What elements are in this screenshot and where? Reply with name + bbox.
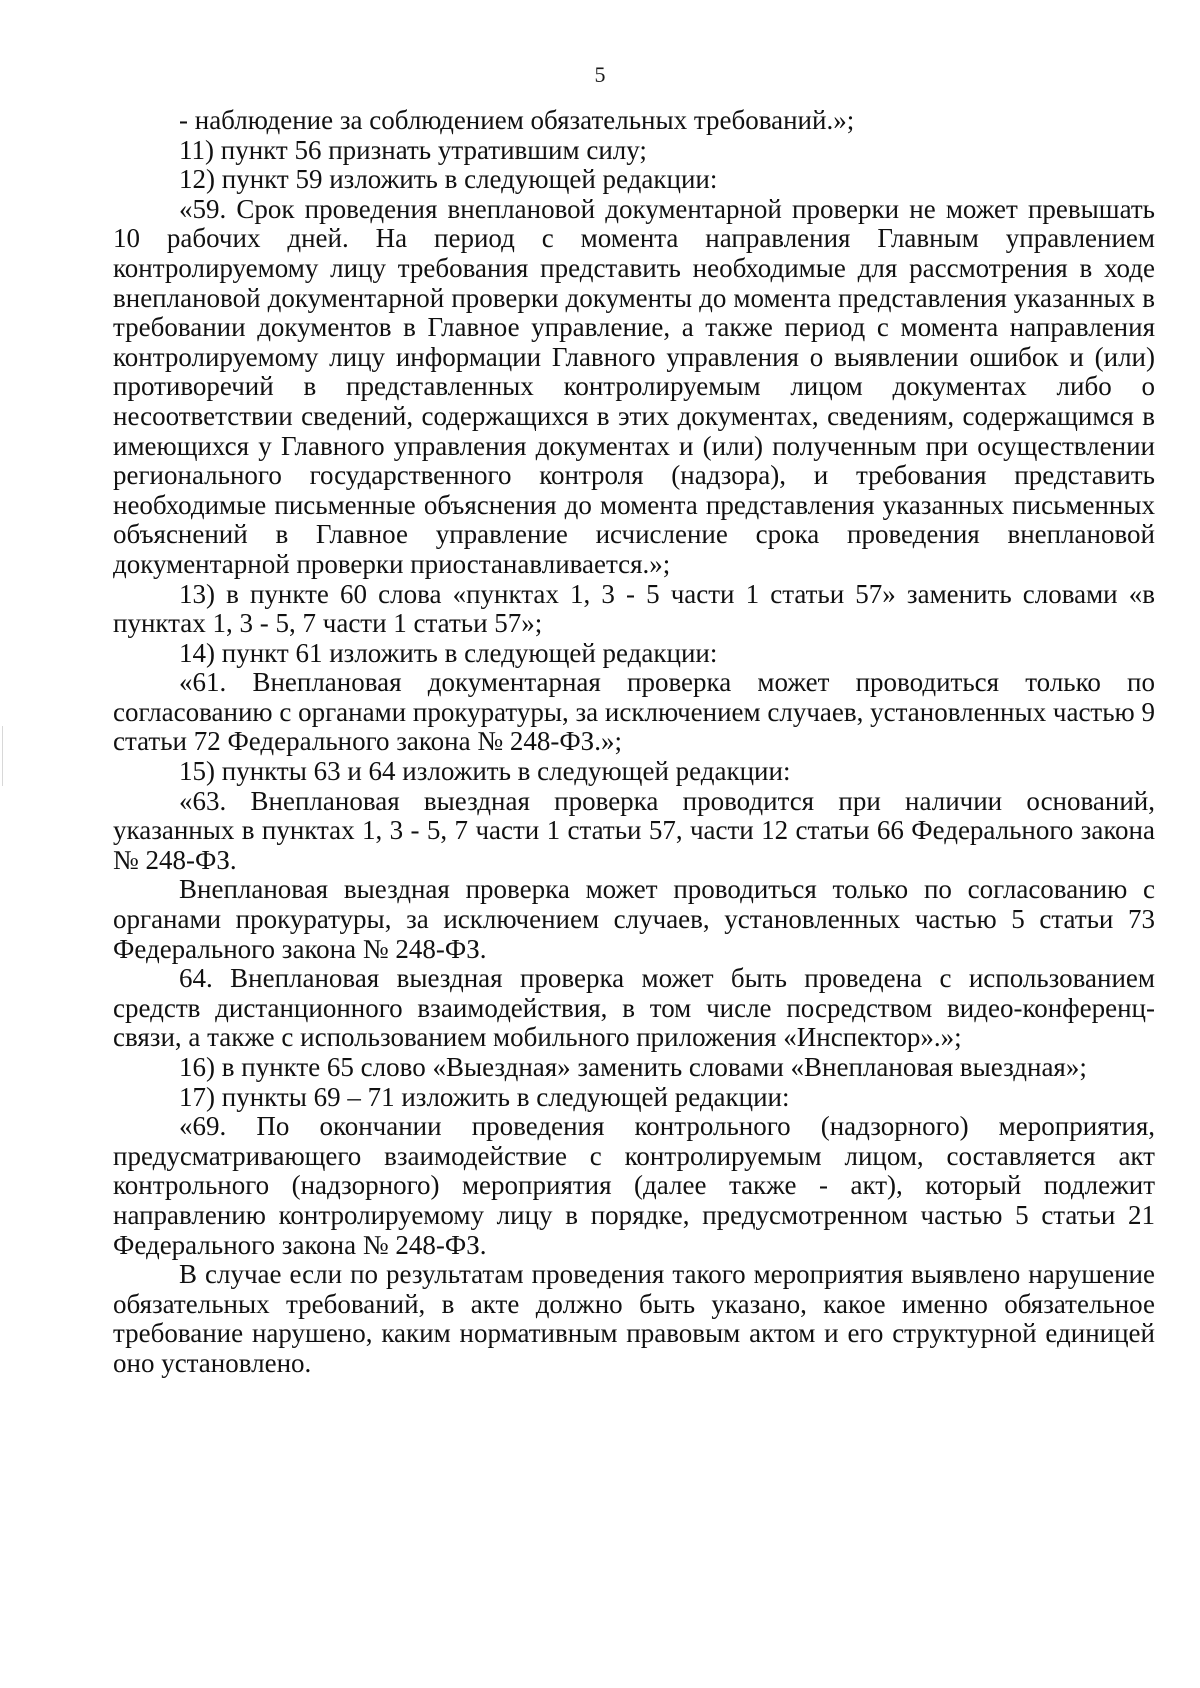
paragraph-item-12: 12) пункт 59 изложить в следующей редакции:	[179, 164, 718, 195]
paragraph-item-17: 17) пункты 69 – 71 изложить в следующей редакции:	[179, 1081, 790, 1112]
scan-edge-mark	[2, 726, 3, 786]
paragraph-item-14: 14) пункт 61 изложить в следующей редакции:	[179, 637, 718, 668]
paragraph-item-15: 15) пункты 63 и 64 изложить в следующей редакции:	[179, 756, 791, 787]
paragraph-item-16: 16) в пункте 65 слово «Выездная» заменить словами «Внеплановая выездная»;	[179, 1052, 1087, 1082]
paragraph-clause-63: «63. Внеплановая выездная проверка проводится при наличии оснований, указанных в пунктах 1, 3 - 5, 7 части 1 статьи 57, части 12 статьи 66 Федерального закона № 248-ФЗ.	[113, 785, 1155, 875]
paragraph-clause-61: «61. Внеплановая документарная проверка может проводиться только по согласованию с органами прокуратуры, за исключением случаев, установленных частью 9 статьи 72 Федерального закона № 248-ФЗ.»;	[113, 667, 1155, 757]
paragraph-clause-64: 64. Внеплановая выездная проверка может быть проведена с использованием средств дистанционного взаимодействия, в том числе посредством видео-конференц-связи, а также с использованием мобильного приложения «Инспектор».»;	[113, 963, 1155, 1053]
paragraph-clause-63-agreement: Внеплановая выездная проверка может проводиться только по согласованию с органами прокуратуры, за исключением случаев, установленных частью 5 статьи 73 Федерального закона № 248-ФЗ.	[113, 874, 1155, 964]
paragraph-clause-59: «59. Срок проведения внеплановой документарной проверки не может превышать 10 рабочих дней. На период с момента направления Главным управлением контролируемому лицу требования представить необходимые для рассмотрения в ходе внеплановой документарной проверки документы до момента представления указанных в требовании документов в Главное управление, а также период с момента направления контролируемому лицу информации Главного управления о выявлении ошибок и (или) противоречий в представленных контролируемым лицом документах либо о несоответствии сведений, содержащихся в этих документах, сведениям, содержащимся в имеющихся у Главного управления документах и (или) полученным при осуществлении регионального государственного контроля (надзора), и требования представить необходимые письменные объяснения до момента представления указанных письменных объяснений в Главное управление исчисление срока проведения внеплановой документарной проверки приостанавливается.»;	[113, 193, 1155, 579]
paragraph-item-11: 11) пункт 56 признать утратившим силу;	[179, 134, 647, 165]
paragraph-observation: - наблюдение за соблюдением обязательных требований.»;	[179, 105, 855, 135]
paragraph-clause-69-violation: В случае если по результатам проведения такого мероприятия выявлено нарушение обязательных требований, в акте должно быть указано, какое именно обязательное требование нарушено, каким нормативным правовым актом и его структурной единицей оно установлено.	[113, 1259, 1155, 1378]
paragraph-clause-69: «69. По окончании проведения контрольного (надзорного) мероприятия, предусматривающего взаимодействие с контролируемым лицом, составляется акт контрольного (надзорного) мероприятия (далее также - акт), который подлежит направлению контролируемому лицу в порядке, предусмотренном частью 5 статьи 21 Федерального закона № 248-ФЗ.	[113, 1111, 1155, 1260]
paragraph-item-13: 13) в пункте 60 слова «пунктах 1, 3 - 5 части 1 статьи 57» заменить словами «в пунктах 1, 3 - 5, 7 части 1 статьи 57»;	[113, 578, 1155, 639]
page-number: 5	[594, 62, 606, 87]
document-body	[113, 106, 1155, 1379]
